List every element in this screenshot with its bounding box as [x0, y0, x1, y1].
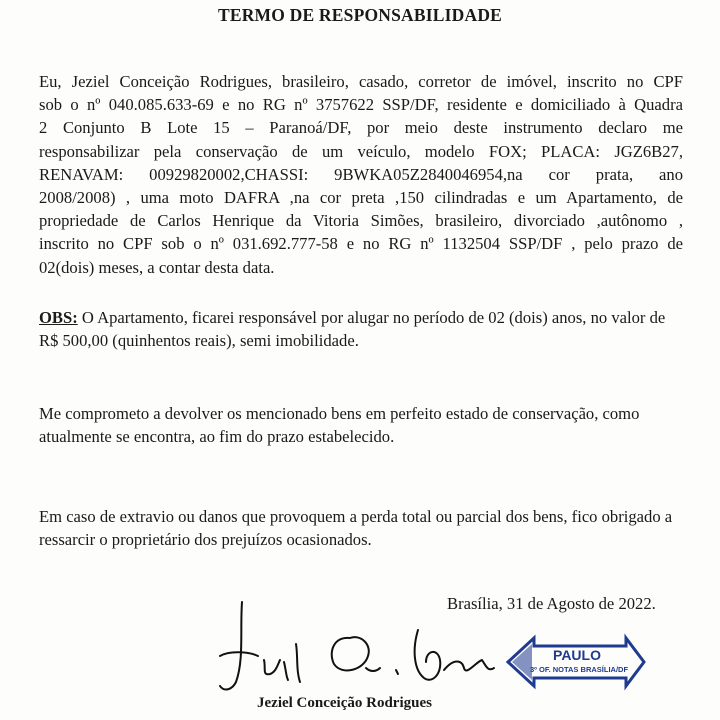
paragraph-commitment: Me comprometo a devolver os mencionado bens em perfeito estado de conservação, como atualmente se encontra, ao fim do prazo estabelecido. — [39, 404, 640, 447]
document-title: TERMO DE RESPONSABILIDADE — [217, 5, 503, 25]
declaration-line: sob o nº 040.085.633-69 e no RG nº 3757622 SSP/DF, residente e domiciliado à Quadra — [39, 95, 683, 115]
declaration-line: RENAVAM: 00929820002,CHASSI: 9BWKA05Z2840046954,na cor prata, ano — [39, 164, 683, 184]
stamp-office: 3º OF. NOTAS BRASÍLIA/DF — [530, 665, 629, 674]
paragraph-declaration — [39, 70, 683, 279]
date-line: Brasília, 31 de Agosto de 2022. — [447, 594, 656, 613]
obs-text: O Apartamento, ficarei responsável por alugar no período de 02 (dois) anos, no valor de R$ 500,00 (quinhentos reais), semi imobilidade. — [39, 308, 666, 351]
stamp-name: PAULO — [553, 647, 601, 663]
handwritten-signature — [200, 590, 520, 700]
declaration-line: responsabilizar pela conservação de um veículo, modelo FOX; PLACA: JGZ6B27, — [39, 141, 683, 161]
declaration-line: propriedade de Carlos Henrique da Vitoria Simões, brasileiro, divorciado ,autônomo , — [39, 211, 683, 231]
declaration-line: Eu, Jeziel Conceição Rodrigues, brasileiro, casado, corretor de imóvel, inscrito no CPF — [39, 72, 683, 91]
paragraph-liability: Em caso de extravio ou danos que provoquem a perda total ou parcial dos bens, fico obrigado a ressarcir o proprietário dos prejuízos ocasionados. — [39, 507, 673, 550]
declaration-line: 2 Conjunto B Lote 15 – Paranoá/DF, por meio deste instrumento declaro me — [39, 118, 683, 138]
obs-label: OBS: — [39, 308, 78, 327]
declaration-line: 02(dois) meses, a contar desta data. — [39, 257, 275, 277]
paragraph-obs — [39, 306, 683, 352]
declaration-line: inscrito no CPF sob o nº 031.692.777-58 e no RG nº 1132504 SSP/DF , pelo prazo de — [39, 234, 683, 254]
declaration-line: 2008/2008) , uma moto DAFRA ,na cor preta ,150 cilindradas e um Apartamento, de — [39, 188, 683, 208]
signer-name: Jeziel Conceição Rodrigues — [257, 695, 432, 711]
